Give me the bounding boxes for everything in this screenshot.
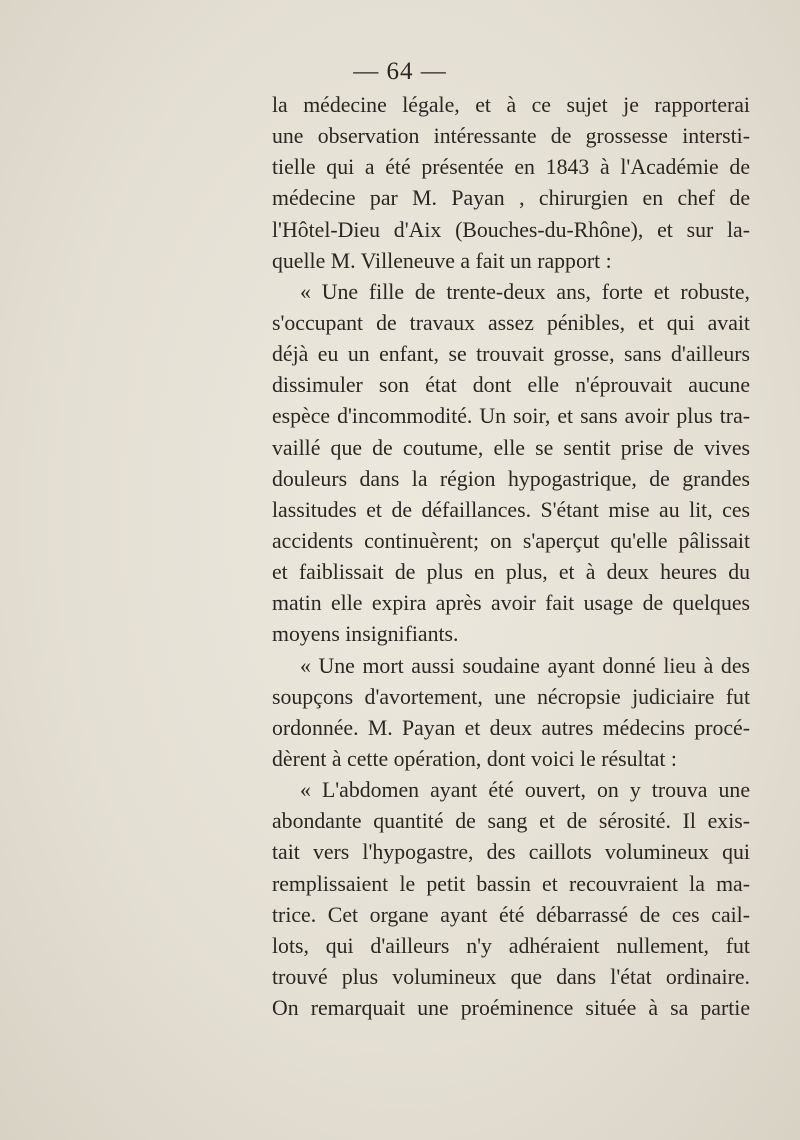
- text-line: quelle M. Villeneuve a fait un rapport :: [272, 248, 612, 273]
- text-line: dèrent à cette opération, dont voici le résultat :: [272, 746, 677, 771]
- text-line: matin elle expira après avoir fait usage de quelques: [272, 591, 750, 616]
- page-number: — 64 —: [353, 58, 447, 85]
- body-text: [272, 90, 750, 1024]
- text-line: l'Hôtel-Dieu d'Aix (Bouches-du-Rhône), et sur la-: [272, 217, 750, 242]
- text-line: espèce d'incommodité. Un soir, et sans avoir plus tra-: [272, 404, 750, 429]
- text-line: douleurs dans la région hypogastrique, de grandes: [272, 466, 750, 491]
- text-line: remplissaient le petit bassin et recouvraient la ma-: [272, 871, 750, 896]
- text-line: accidents continuèrent; on s'aperçut qu'elle pâlissait: [272, 528, 750, 553]
- text-line: lassitudes et de défaillances. S'étant mise au lit, ces: [272, 497, 750, 522]
- text-line: vaillé que de coutume, elle se sentit prise de vives: [272, 435, 750, 460]
- text-line: lots, qui d'ailleurs n'y adhéraient nullement, fut: [272, 933, 750, 958]
- text-line: et faiblissait de plus en plus, et à deux heures du: [272, 560, 750, 585]
- text-line: s'occupant de travaux assez pénibles, et qui avait: [272, 310, 750, 335]
- text-line: une observation intéressante de grossesse intersti-: [272, 124, 750, 149]
- text-line: « L'abdomen ayant été ouvert, on y trouva une: [300, 778, 750, 803]
- text-line: tait vers l'hypogastre, des caillots volumineux qui: [272, 840, 750, 865]
- text-line: trice. Cet organe ayant été débarrassé de ces cail-: [272, 902, 750, 927]
- text-line: trouvé plus volumineux que dans l'état ordinaire.: [272, 964, 750, 989]
- text-line: déjà eu un enfant, se trouvait grosse, sans d'ailleurs: [272, 342, 750, 367]
- text-line: moyens insignifiants.: [272, 622, 459, 647]
- text-line: soupçons d'avortement, une nécropsie judiciaire fut: [272, 684, 750, 709]
- text-line: « Une fille de trente-deux ans, forte et robuste,: [300, 279, 750, 304]
- text-line: On remarquait une proéminence située à sa partie: [272, 996, 750, 1021]
- text-line: médecine par M. Payan , chirurgien en chef de: [272, 186, 750, 211]
- text-line: tielle qui a été présentée en 1843 à l'Académie de: [272, 155, 750, 180]
- text-line: la médecine légale, et à ce sujet je rapporterai: [272, 93, 750, 117]
- text-line: abondante quantité de sang et de sérosité. Il exis-: [272, 809, 750, 834]
- text-line: ordonnée. M. Payan et deux autres médecins procé-: [272, 715, 750, 740]
- text-line: « Une mort aussi soudaine ayant donné lieu à des: [300, 653, 750, 678]
- text-line: dissimuler son état dont elle n'éprouvait aucune: [272, 373, 750, 398]
